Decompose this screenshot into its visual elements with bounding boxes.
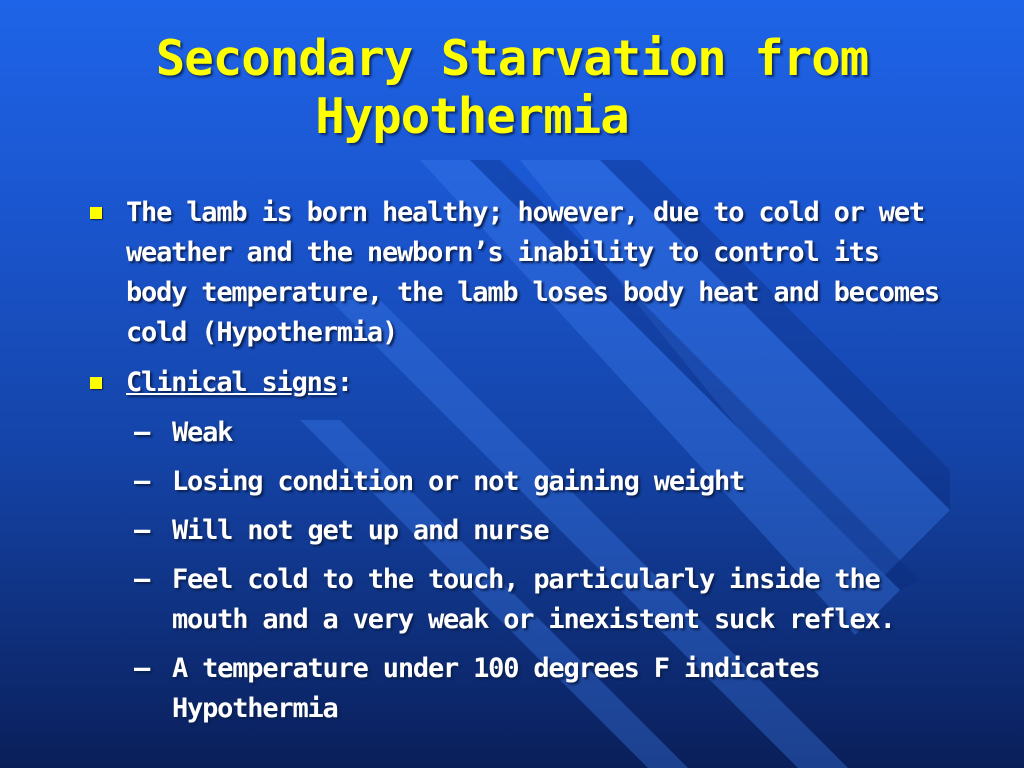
dash-marker: –	[134, 653, 150, 684]
sub-item-text: Will not get up and nurse	[172, 515, 549, 546]
sub-item-text: Losing condition or not gaining weight	[172, 466, 745, 497]
bullet-item	[86, 363, 946, 403]
clinical-signs-colon: :	[336, 367, 352, 398]
bullet-square-icon	[90, 377, 102, 389]
sub-item	[86, 462, 946, 502]
sub-item	[86, 413, 946, 453]
bullet-text: The lamb is born healthy; however, due to cold or wet weather and the newborn’s inability to control its body temperature, the lamb loses body heat and becomes cold (Hypothermia)	[126, 197, 939, 348]
title-line-2: Hypothermia	[315, 88, 629, 145]
title-line-1: Secondary Starvation from	[155, 30, 869, 87]
dash-marker: –	[134, 515, 150, 546]
bullet-square-icon	[90, 207, 102, 219]
dash-marker: –	[134, 417, 150, 448]
slide-title	[0, 30, 1024, 146]
sub-item	[86, 511, 946, 551]
clinical-signs-label: Clinical signs	[126, 367, 337, 398]
dash-marker: –	[134, 466, 150, 497]
sub-item-text: A temperature under 100 degrees F indicates Hypothermia	[172, 653, 820, 724]
sub-item-text: Weak	[172, 417, 233, 448]
dash-marker: –	[134, 564, 150, 595]
bullet-item	[86, 193, 946, 353]
sub-item-text: Feel cold to the touch, particularly inside the mouth and a very weak or inexistent suck reflex.	[172, 564, 895, 635]
slide-content	[86, 193, 946, 738]
sub-item	[86, 560, 946, 640]
sub-item	[86, 649, 946, 729]
